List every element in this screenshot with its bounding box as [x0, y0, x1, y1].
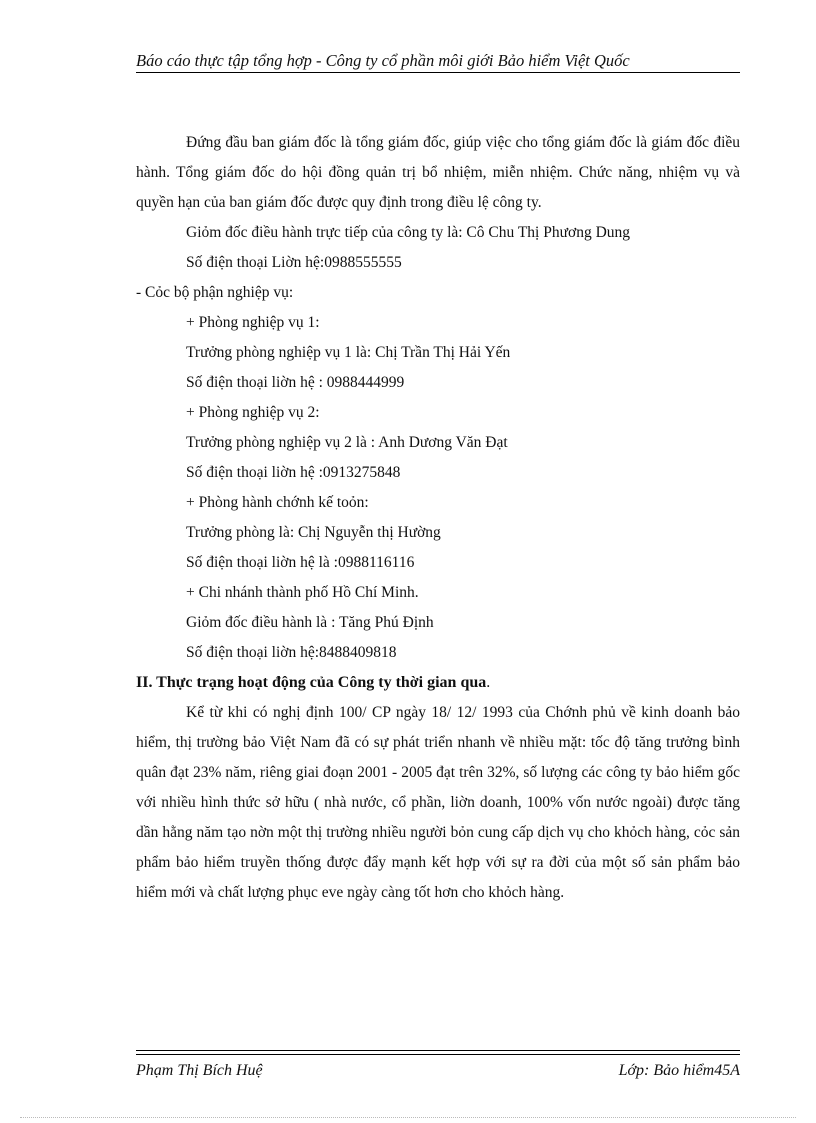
- section-heading-text: II. Thực trạng hoạt động của Công ty thời gian qua: [136, 674, 487, 691]
- department-line: Số điện thoại liờn hệ :0913275848: [186, 464, 401, 481]
- section-heading-period: .: [486, 674, 491, 691]
- footer-author: Phạm Thị Bích Huệ: [136, 1062, 263, 1079]
- footer-class: Lớp: Bảo hiểm45A: [618, 1062, 740, 1079]
- document-body: [136, 128, 740, 908]
- page-edge: [20, 1117, 796, 1118]
- department-line: + Phòng hành chớnh kế toỏn:: [186, 494, 369, 511]
- footer-rule-bottom: [136, 1054, 740, 1055]
- departments-intro: - Cỏc bộ phận nghiệp vụ:: [136, 284, 294, 301]
- footer-rule-top: [136, 1050, 740, 1051]
- department-line: + Phòng nghiệp vụ 1:: [186, 314, 320, 331]
- department-line: Số điện thoại liờn hệ là :0988116116: [186, 554, 415, 571]
- paragraph-market-development: Kể từ khi có nghị định 100/ CP ngày 18/ 12/ 1993 của Chớnh phủ về kinh doanh bảo hiểm, thị trường bảo Việt Nam đã có sự phát triển nhanh về nhiều mặt: tốc độ tăng trưởng bình quân đạt 23% năm, riêng giai đoạn 2001 - 2005 đạt trên 32%, số lượng các công ty bảo hiểm gốc với nhiều hình thức sở hữu ( nhà nước, cổ phần, liờn doanh, 100% vốn nước ngoài) được tăng dần hằng năm tạo nờn một thị trường nhiều người bỏn cung cấp dịch vụ cho khỏch hàng, cỏc sản phẩm bảo hiểm truyền thống được đẩy mạnh kết hợp với sự ra đời của một số sản phẩm bảo hiểm mới và chất lượng phục eve ngày càng tốt hơn cho khỏch hàng.: [136, 704, 740, 901]
- department-line: Trưởng phòng là: Chị Nguyễn thị Hường: [186, 524, 441, 541]
- department-line: Trưởng phòng nghiệp vụ 2 là : Anh Dương Văn Đạt: [186, 434, 508, 451]
- text-line: Giỏm đốc điều hành trực tiếp của công ty là: Cô Chu Thị Phương Dung: [186, 224, 631, 241]
- department-line: Trưởng phòng nghiệp vụ 1 là: Chị Trần Thị Hải Yến: [186, 344, 511, 361]
- department-line: Giỏm đốc điều hành là : Tăng Phú Định: [186, 614, 434, 631]
- text-line: Số điện thoại Liờn hệ:0988555555: [186, 254, 402, 271]
- department-line: Số điện thoại liờn hệ : 0988444999: [186, 374, 405, 391]
- header-rule: [136, 72, 740, 73]
- section-heading: [136, 668, 740, 698]
- department-line: + Chi nhánh thành phố Hồ Chí Minh.: [186, 584, 419, 601]
- page-header: Báo cáo thực tập tổng hợp - Công ty cổ phần môi giới Bảo hiểm Việt Quốc: [136, 51, 630, 70]
- department-line: + Phòng nghiệp vụ 2:: [186, 404, 320, 421]
- paragraph-board-of-directors: Đứng đầu ban giám đốc là tổng giám đốc, giúp việc cho tổng giám đốc là giám đốc điều hành. Tổng giám đốc do hội đồng quản trị bổ nhiệm, miễn nhiệm. Chức năng, nhiệm vụ và quyền hạn của ban giám đốc được quy định trong điều lệ công ty.: [136, 134, 740, 211]
- department-line: Số điện thoại liờn hệ:8488409818: [186, 644, 397, 661]
- header-rule-end: [730, 72, 740, 73]
